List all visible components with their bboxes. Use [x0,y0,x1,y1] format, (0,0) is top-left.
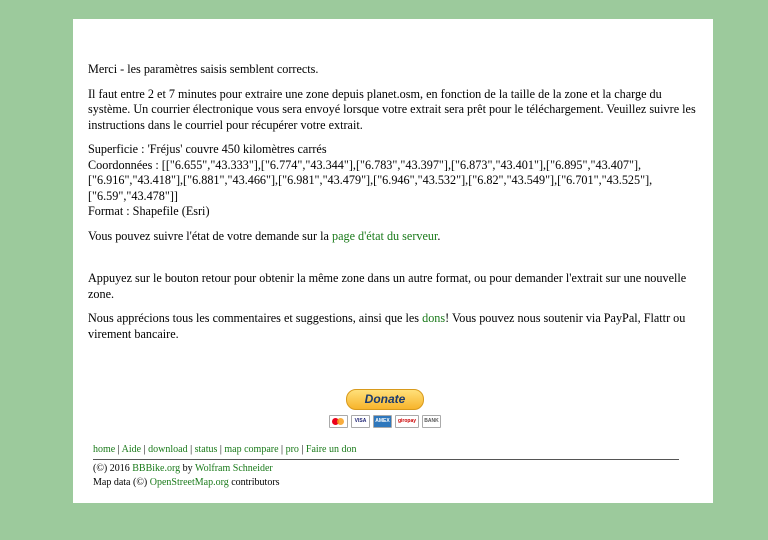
visa-icon: VISA [351,415,370,428]
bank-icon: BANK [422,415,441,428]
footer-link-map-compare[interactable]: map compare [224,444,279,455]
footer-link-status[interactable]: status [194,444,218,455]
feedback-text: Nous apprécions tous les commentaires et suggestions, ainsi que les dons! Vous pouvez nous soutenir via PayPal, Flattr ou virement bancaire. [88,311,686,341]
extract-summary [88,142,700,220]
footer-nav: home | Aide | download | status | map compare | pro | Faire un don [93,443,679,460]
osm-link[interactable]: OpenStreetMap.org [149,476,229,488]
footer-link-home[interactable]: home [93,444,116,455]
status-text: Vous pouvez suivre l'état de votre demande sur la page d'état du serveur. [88,228,441,243]
bbbike-link[interactable]: BBBike.org [132,463,181,474]
success-message: Merci - les paramètres saisis semblent corrects. [88,62,319,76]
payment-cards [329,415,441,428]
format-text: Format : Shapefile (Esri) [88,204,210,218]
area-text: Superficie : 'Fréjus' couvre 450 kilomètres carrés [88,142,327,156]
mastercard-icon [329,415,348,428]
message-area [88,62,700,351]
donations-link[interactable]: dons [422,311,446,325]
giropay-icon: giropay [395,415,419,428]
coordinates-text: Coordonnées : [["6.655","43.333"],["6.774","43.344"],["6.783","43.397"],["6.873","43.401"],["6.895","43.407"],["6.916","43.418"],["6.881","43.466"],["6.981","43.479"],["6.946","43.532"],["6.82","43.549"],["6.701","43.525"],["6.59","43.478"]] [88,157,653,203]
server-status-link[interactable]: page d'état du serveur [331,228,438,243]
amex-icon: AMEX [373,415,392,428]
donate-section [329,389,441,428]
author-link[interactable]: Wolfram Schneider [194,463,273,474]
main-panel [73,19,713,503]
copyright-line: (©) 2016 BBBike.org by Wolfram Schneider [93,463,273,474]
extract-info-text: Il faut entre 2 et 7 minutes pour extraire une zone depuis planet.osm, en fonction de la taille de la zone et la charge du système. Un courrier électronique vous sera envoyé lorsque votre extrait sera prêt pour le téléchargement. Veuillez suivre les instructions dans le courriel pour récupérer votre extrait. [88,86,696,132]
footer-info [93,462,679,489]
footer-link-pro[interactable]: pro [285,444,299,455]
back-instructions: Appuyez sur le bouton retour pour obtenir la même zone dans un autre format, ou pour demander l'extrait sur une nouvelle zone. [88,271,687,301]
footer-link-download[interactable]: download [148,444,188,455]
footer-link-aide[interactable]: Aide [121,444,142,455]
donate-button[interactable]: Donate [346,389,424,410]
footer-link-faire-un-don[interactable]: Faire un don [305,444,357,455]
map-data-line: Map data (©) OpenStreetMap.org contributors [93,476,280,488]
